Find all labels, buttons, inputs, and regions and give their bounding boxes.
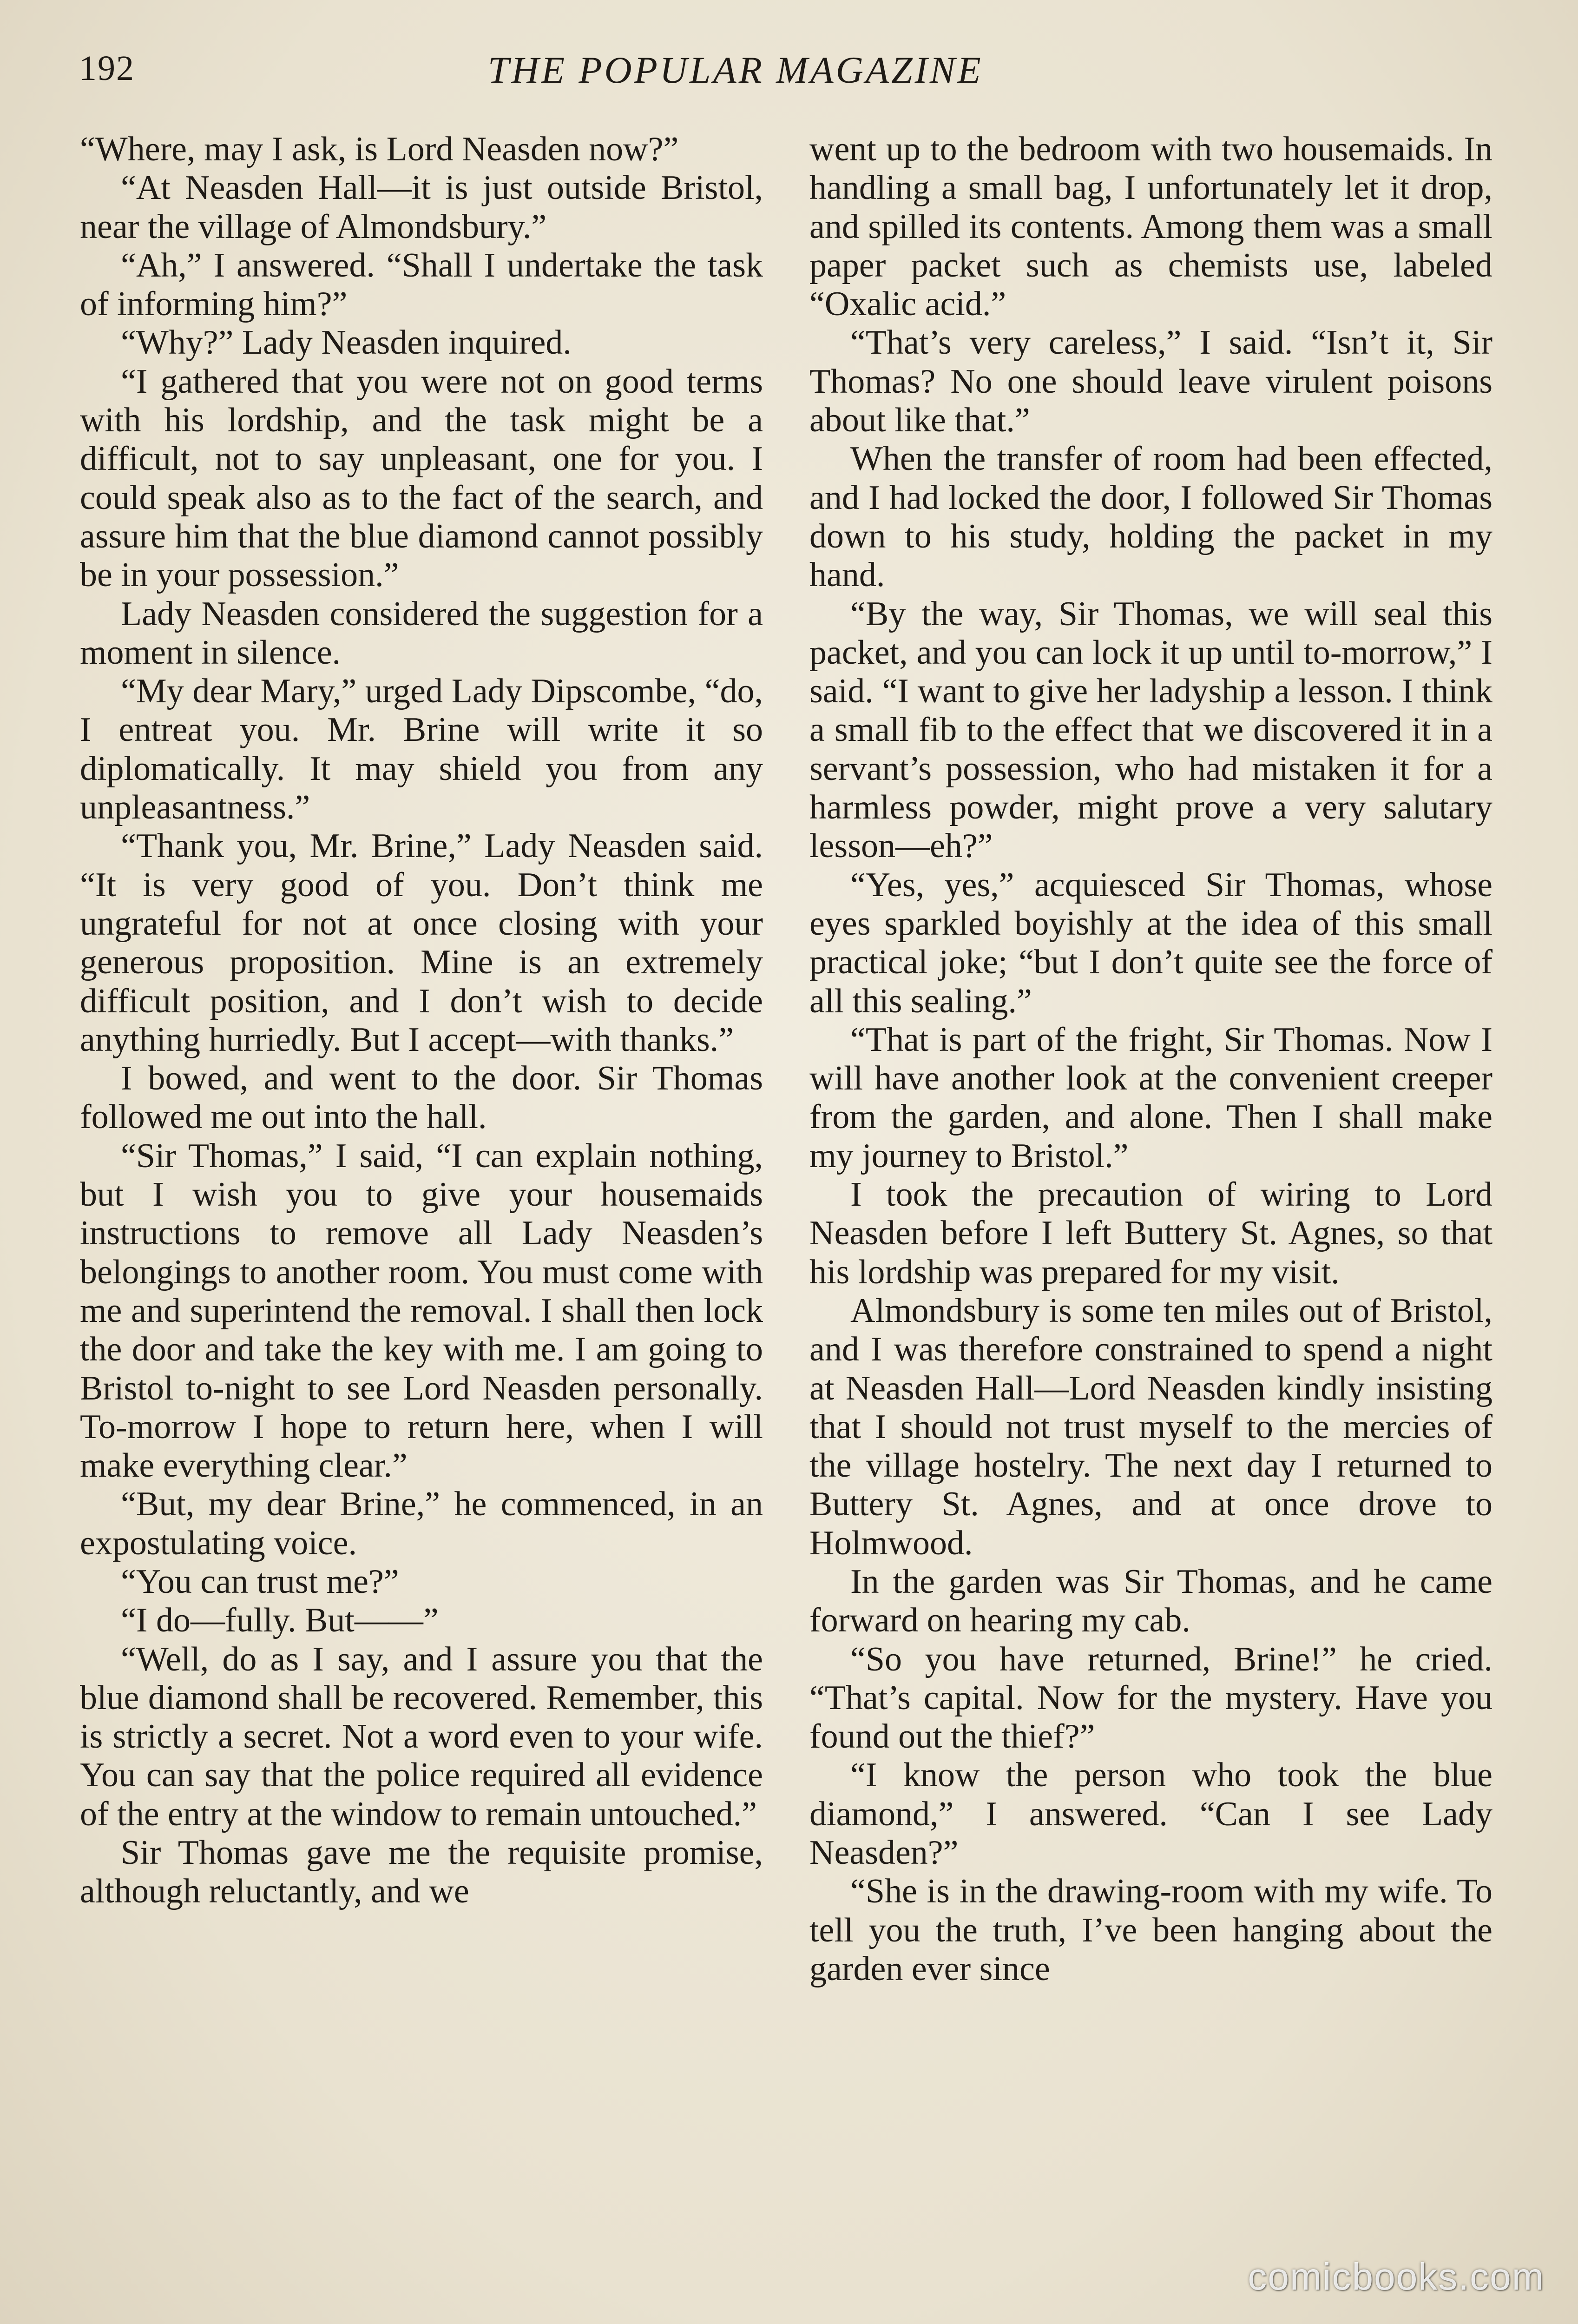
paragraph: “At Neasden Hall—it is just outside Bristol, near the village of Almondsbury.” bbox=[80, 169, 763, 246]
paragraph: “Yes, yes,” acquiesced Sir Thomas, whose eyes sparkled boyishly at the idea of this small practical joke; “but I don’t quite see the force of all this sealing.” bbox=[809, 865, 1493, 1020]
paragraph: “By the way, Sir Thomas, we will seal this packet, and you can lock it up until to-morrow,” I said. “I want to give her ladyship a lesson. I think a small fib to the effect that we discovered it in a servant’s possession, who had mistaken it for a harmless powder, might prove a very salutary lesson—eh?” bbox=[809, 594, 1493, 865]
paragraph: “My dear Mary,” urged Lady Dipscombe, “do, I entreat you. Mr. Brine will write it so diplomatically. It may shield you from any unpleasantness.” bbox=[80, 672, 763, 827]
paragraph: “That’s very careless,” I said. “Isn’t it, Sir Thomas? No one should leave virulent poisons about like that.” bbox=[809, 324, 1493, 440]
paragraph: “I do—fully. But——” bbox=[121, 1601, 439, 1640]
paragraph: “I gathered that you were not on good terms with his lordship, and the task might be a difficult, not to say unpleasant, one for you. I could speak also as to the fact of the search, and assure him that the blue diamond cannot possibly be in your possession.” bbox=[80, 362, 763, 594]
right-column bbox=[809, 130, 1493, 1988]
paragraph: Almondsbury is some ten miles out of Bristol, and I was therefore constrained to spend a night at Neasden Hall—Lord Neasden kindly insisting that I should not trust myself to the mercies of the village hostelry. The next day I returned to Buttery St. Agnes, and at once drove to Holmwood. bbox=[809, 1291, 1493, 1562]
paragraph: In the garden was Sir Thomas, and he came forward on hearing my cab. bbox=[809, 1562, 1493, 1640]
paragraph: “You can trust me?” bbox=[121, 1562, 399, 1601]
paragraph: Sir Thomas gave me the requisite promise, although reluctantly, and we bbox=[80, 1834, 763, 1911]
paragraph: “But, my dear Brine,” he commenced, in an expostulating voice. bbox=[80, 1485, 763, 1562]
paragraph: I bowed, and went to the door. Sir Thomas followed me out into the hall. bbox=[80, 1059, 763, 1136]
watermark: comicbooks.com bbox=[1248, 2256, 1545, 2298]
running-title: THE POPULAR MAGAZINE bbox=[488, 49, 983, 91]
left-column bbox=[80, 130, 763, 1911]
paragraph: When the transfer of room had been effected, and I had locked the door, I followed Sir Thomas down to his study, holding the packet in my hand. bbox=[809, 440, 1493, 594]
paragraph: “Ah,” I answered. “Shall I undertake the task of informing him?” bbox=[80, 246, 763, 324]
paragraph: “Why?” Lady Neasden inquired. bbox=[121, 324, 572, 362]
paragraph: I took the precaution of wiring to Lord Neasden before I left Buttery St. Agnes, so that his lordship was prepared for my visit. bbox=[809, 1175, 1493, 1291]
paragraph: “Sir Thomas,” I said, “I can explain nothing, but I wish you to give your housemaids instructions to remove all Lady Neasden’s belongings to another room. You must come with me and superintend the removal. I shall then lock the door and take the key with me. I am going to Bristol to-night to see Lord Neasden personally. To-morrow I hope to return here, when I will make everything clear.” bbox=[80, 1136, 763, 1485]
paragraph: “I know the person who took the blue diamond,” I answered. “Can I see Lady Neasden?” bbox=[809, 1756, 1493, 1872]
paragraph: “Where, may I ask, is Lord Neasden now?” bbox=[80, 130, 679, 168]
paragraph: “Well, do as I say, and I assure you that the blue diamond shall be recovered. Remember, this is strictly a secret. Not a word even to your wife. You can say that the police required all evidence of the entry at the window to remain untouched.” bbox=[80, 1640, 763, 1833]
paragraph: “She is in the drawing-room with my wife. To tell you the truth, I’ve been hanging about the garden ever since bbox=[809, 1872, 1493, 1988]
paragraph: “Thank you, Mr. Brine,” Lady Neasden said. “It is very good of you. Don’t think me ungrateful for not at once closing with your generous proposition. Mine is an extremely difficult position, and I don’t wish to decide anything hurriedly. But I accept—with thanks.” bbox=[80, 827, 763, 1059]
paragraph: Lady Neasden considered the suggestion for a moment in silence. bbox=[80, 594, 763, 672]
page-number: 192 bbox=[79, 49, 135, 88]
paragraph: went up to the bedroom with two housemaids. In handling a small bag, I unfortunately let it drop, and spilled its contents. Among them was a small paper packet such as chemists use, labeled “Oxalic acid.” bbox=[809, 130, 1493, 324]
paragraph: “So you have returned, Brine!” he cried. “That’s capital. Now for the mystery. Have you found out the thief?” bbox=[809, 1640, 1493, 1756]
page-header bbox=[79, 48, 1492, 99]
paragraph: “That is part of the fright, Sir Thomas. Now I will have another look at the convenient creeper from the garden, and alone. Then I shall make my journey to Bristol.” bbox=[809, 1020, 1493, 1175]
